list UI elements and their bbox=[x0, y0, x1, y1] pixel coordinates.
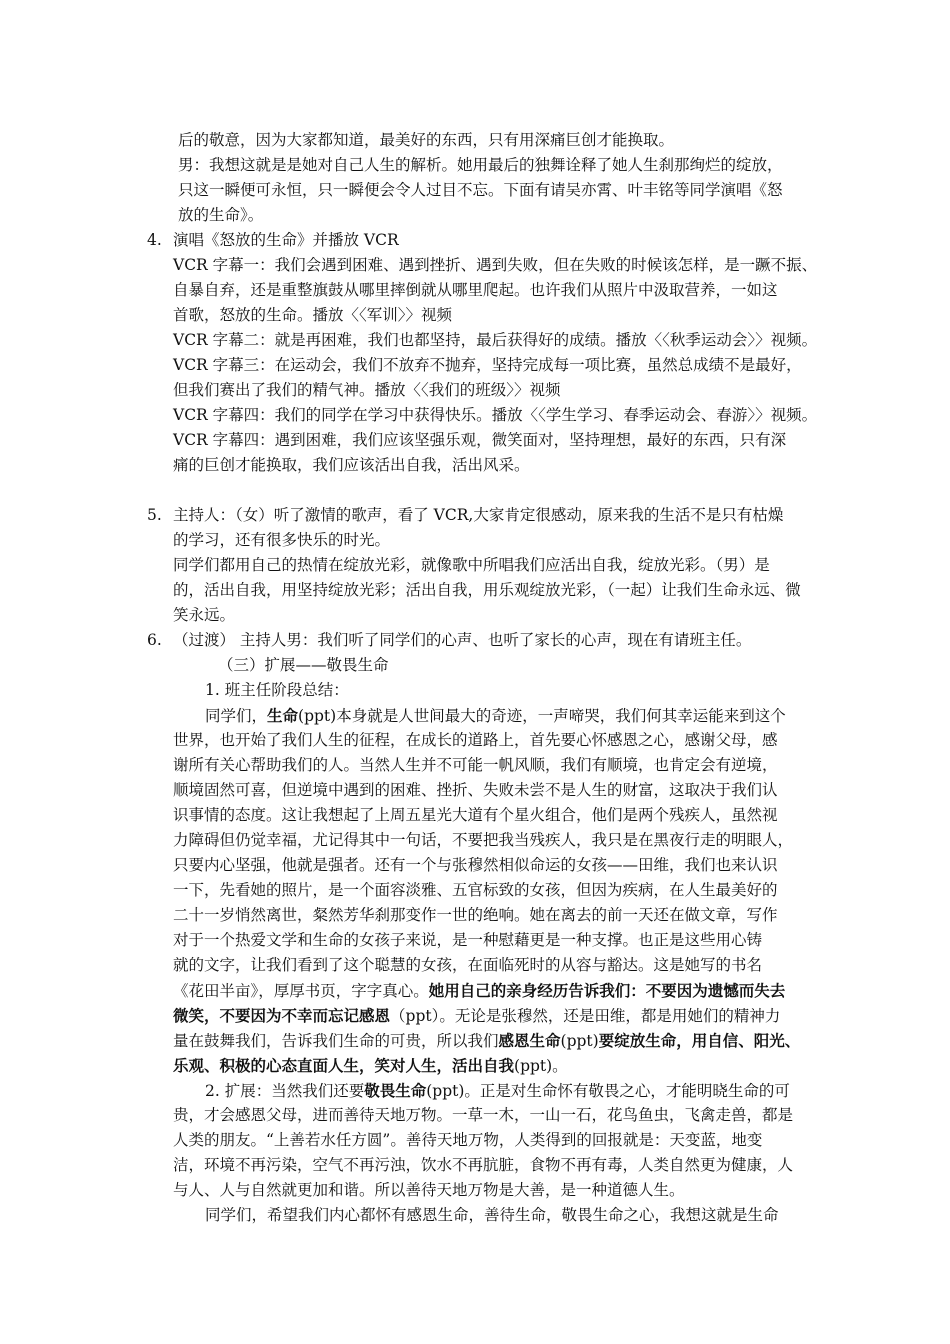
text-line: 的学习，还有很多快乐的时光。 bbox=[173, 531, 391, 549]
text-run: 同学们， bbox=[205, 707, 268, 725]
text-line bbox=[205, 1078, 790, 1103]
list-number: 4. bbox=[147, 231, 162, 249]
text-line: 主持人：（女）听了激情的歌声，看了 VCR,大家肯定很感动，原来我的生活不是只有枯燥 bbox=[173, 506, 784, 524]
text-line: （过渡） 主持人男：我们听了同学们的心声、也听了家长的心声，现在有请班主任。 bbox=[173, 631, 752, 649]
text-line: 自暴自弃，还是重整旗鼓从哪里摔倒就从哪里爬起。也许我们从照片中汲取营养，一如这 bbox=[173, 281, 778, 299]
text-line: 人类的朋友。“上善若水任方圆”。善待天地万物，人类得到的回报就是：天变蓝，地变 bbox=[173, 1131, 763, 1149]
text-line: 但我们赛出了我们的精气神。播放〈〈我们的班级〉〉视频 bbox=[173, 381, 561, 399]
text-line: 与人、人与自然就更加和谐。所以善待天地万物是大善，是一种道德人生。 bbox=[173, 1181, 685, 1199]
text-line: 力障碍但仍觉幸福，尤记得其中一句话，不要把我当残疾人，我只是在黑夜行走的明眼人， bbox=[173, 831, 794, 849]
text-line: 的，活出自我，用坚持绽放光彩；活出自我，用乐观绽放光彩，（一起）让我们生命永远、微 bbox=[173, 581, 801, 599]
list-item-title: 演唱《怒放的生命》并播放 VCR bbox=[173, 231, 399, 249]
text-line: 一下，先看她的照片，是一个面容淡雅、五官标致的女孩，但因为疾病，在人生最美好的 bbox=[173, 881, 778, 899]
text-run: (ppt) bbox=[560, 1032, 599, 1050]
text-run: （ppt）。无论是张穆然，还是田维，都是用她们的精神力 bbox=[390, 1007, 781, 1025]
text-line: 放的生命》。 bbox=[178, 206, 264, 224]
bold-run: 生命 bbox=[267, 706, 299, 725]
text-line: VCR 字幕二：就是再困难，我们也都坚持，最后获得好的成绩。播放〈〈秋季运动会〉〉视频。 bbox=[173, 331, 818, 349]
text-line: 后的敬意，因为大家都知道，最美好的东西，只有用深痛巨创才能换取。 bbox=[178, 131, 675, 149]
text-line: 笑永远。 bbox=[173, 606, 236, 624]
text-line: 男：我想这就是是她对自己人生的解析。她用最后的独舞诠释了她人生刹那绚烂的绽放， bbox=[178, 156, 783, 174]
text-line: 首歌，怒放的生命。播放〈〈军训〉〉视频 bbox=[173, 306, 453, 324]
text-run: 2. 扩展：当然我们还要 bbox=[205, 1082, 365, 1100]
text-line: VCR 字幕三：在运动会，我们不放弃不抛弃，坚持完成每一项比赛，虽然总成绩不是最好， bbox=[173, 356, 802, 374]
text-line: 洁，环境不再污染，空气不再污浊，饮水不再肮脏，食物不再有毒，人类自然更为健康，人 bbox=[173, 1156, 794, 1174]
text-line: 对于一个热爱文学和生命的女孩子来说，是一种慰藉更是一种支撑。也正是这些用心铸 bbox=[173, 931, 763, 949]
text-run: 量在鼓舞我们，告诉我们生命的可贵，所以我们 bbox=[173, 1032, 499, 1050]
text-run: (ppt)。 bbox=[514, 1057, 568, 1075]
text-line: 只要内心坚强，他就是强者。还有一个与张穆然相似命运的女孩——田维，我们也来认识 bbox=[173, 856, 778, 874]
text-line: VCR 字幕一：我们会遇到困难、遇到挫折、遇到失败，但在失败的时候该怎样，是一蹶不振、 bbox=[173, 256, 818, 274]
text-line bbox=[205, 703, 786, 728]
text-line: VCR 字幕四：我们的同学在学习中获得快乐。播放〈〈学生学习、春季运动会、春游〉〉视频。 bbox=[173, 406, 818, 424]
text-line: 同学们，希望我们内心都怀有感恩生命，善待生命，敬畏生命之心，我想这就是生命 bbox=[205, 1206, 779, 1224]
bold-run: 她用自己的亲身经历告诉我们：不要因为遗憾而失去 bbox=[428, 981, 786, 1000]
text-line: VCR 字幕四：遇到困难，我们应该坚强乐观，微笑面对，坚持理想，最好的东西，只有深 bbox=[173, 431, 787, 449]
text-line: 只这一瞬便可永恒，只一瞬便会令人过目不忘。下面有请吴亦霄、叶丰铭等同学演唱《怒 bbox=[178, 181, 783, 199]
text-run: (ppt)。正是对生命怀有敬畏之心，才能明晓生命的可 bbox=[426, 1082, 790, 1100]
text-line: 贵，才会感恩父母，进而善待天地万物。一草一木，一山一石，花鸟鱼虫，飞禽走兽，都是 bbox=[173, 1106, 794, 1124]
text-run: (ppt)本身就是人世间最大的奇迹，一声啼哭，我们何其幸运能来到这个 bbox=[298, 707, 786, 725]
text-line: 就的文字，让我们看到了这个聪慧的女孩，在面临死时的从容与豁达。这是她写的书名 bbox=[173, 956, 763, 974]
text-line: 二十一岁悄然离世，粲然芳华刹那变作一世的绝响。她在离去的前一天还在做文章，写作 bbox=[173, 906, 778, 924]
text-line: 同学们都用自己的热情在绽放光彩，就像歌中所唱我们应活出自我，绽放光彩。（男）是 bbox=[173, 556, 770, 574]
text-line bbox=[173, 978, 785, 1003]
list-number: 5. bbox=[147, 506, 162, 524]
text-line: 谢所有关心帮助我们的人。当然人生并不可能一帆风顺，我们有顺境，也肯定会有逆境， bbox=[173, 756, 778, 774]
bold-run: 乐观、积极的心态直面人生，笑对人生，活出自我 bbox=[173, 1056, 515, 1075]
text-line bbox=[173, 1003, 780, 1028]
text-line bbox=[173, 1028, 800, 1053]
bold-run: 感恩生命 bbox=[498, 1031, 561, 1050]
section-heading: （三）扩展——敬畏生命 bbox=[218, 656, 389, 674]
text-line bbox=[173, 1053, 568, 1078]
sub-heading: 1. 班主任阶段总结： bbox=[205, 681, 349, 699]
text-run: 《花田半亩》，厚厚书页，字字真心。 bbox=[173, 982, 429, 1000]
list-number: 6. bbox=[147, 631, 162, 649]
text-line: 世界，也开始了我们人生的征程，在成长的道路上，首先要心怀感恩之心，感谢父母，感 bbox=[173, 731, 778, 749]
text-line: 顺境固然可喜，但逆境中遇到的困难、挫折、失败未尝不是人生的财富，这取决于我们认 bbox=[173, 781, 778, 799]
text-line: 识事情的态度。这让我想起了上周五星光大道有个星火组合，他们是两个残疾人，虽然视 bbox=[173, 806, 778, 824]
bold-run: 要绽放生命，用自信、阳光、 bbox=[598, 1031, 801, 1050]
text-line: 痛的巨创才能换取，我们应该活出自我，活出风采。 bbox=[173, 456, 530, 474]
bold-run: 微笑，不要因为不幸而忘记感恩 bbox=[173, 1006, 391, 1025]
bold-run: 敬畏生命 bbox=[364, 1081, 427, 1100]
